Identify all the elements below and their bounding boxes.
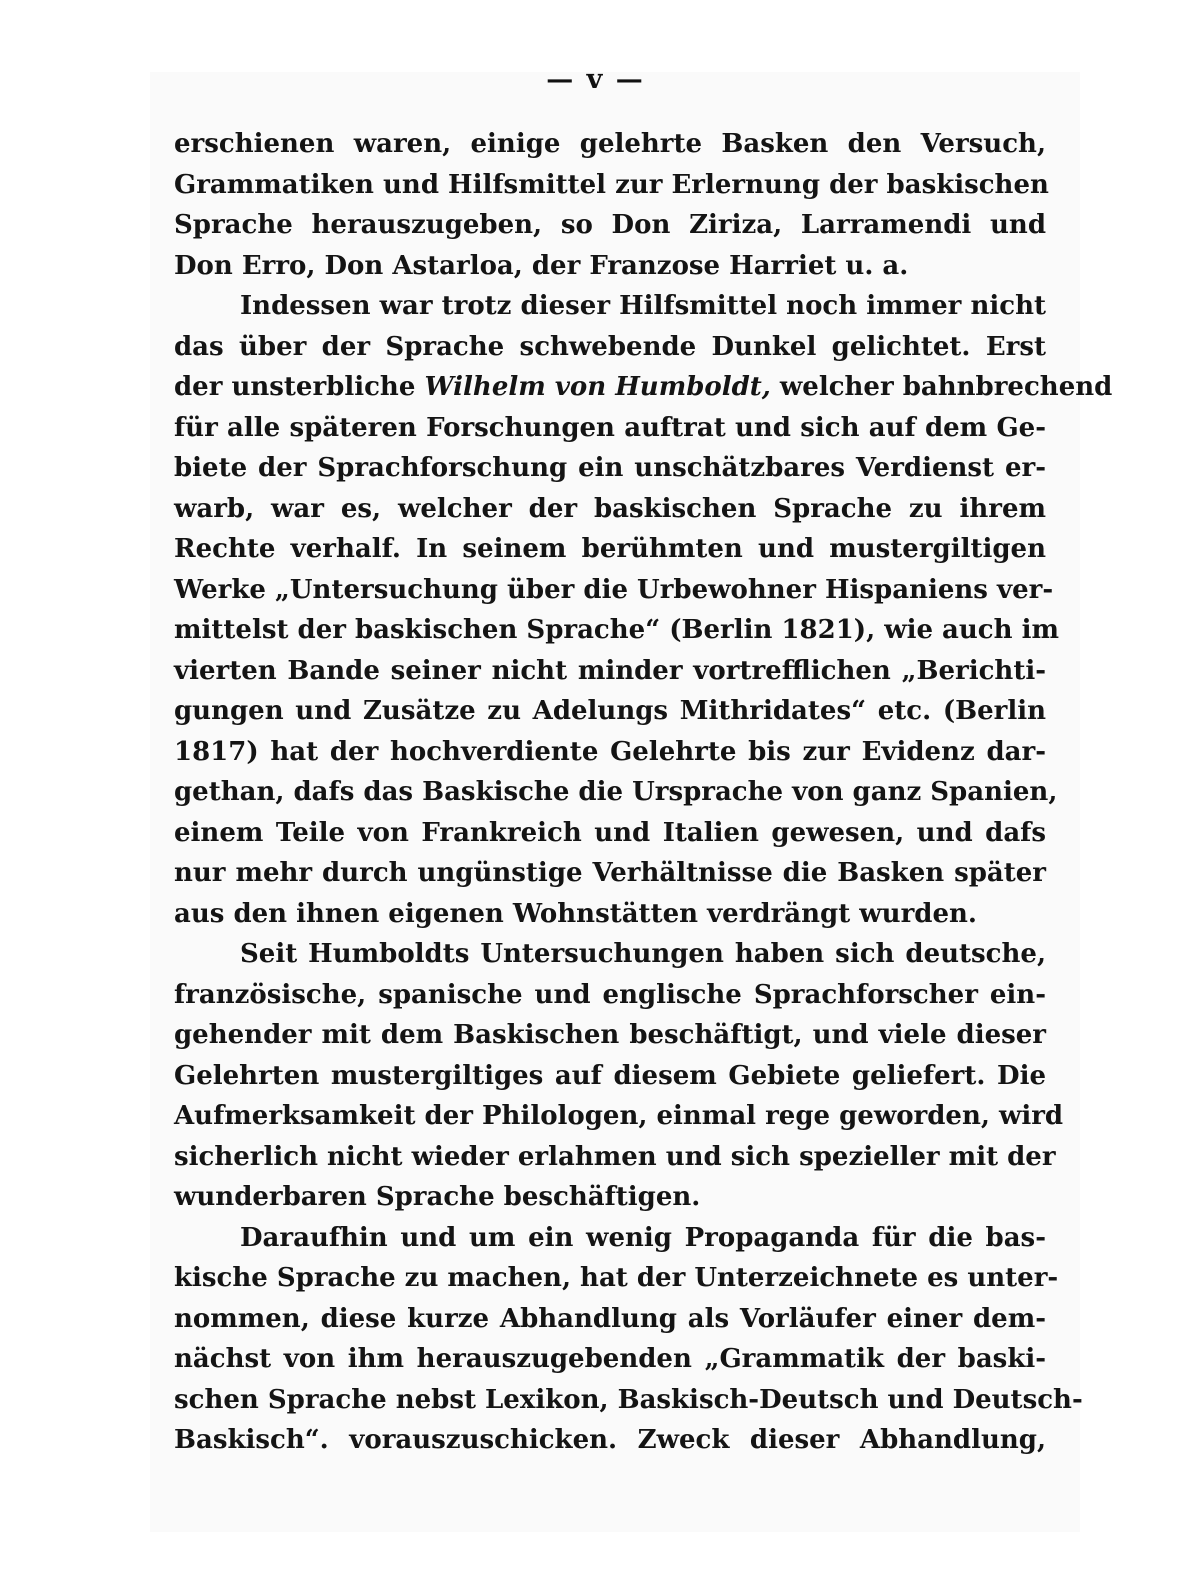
text-line: schen Sprache nebst Lexikon, Baskisch-Deutsch und Deutsch-: [174, 1384, 1083, 1415]
italic-name: Wilhelm von Humboldt,: [424, 372, 771, 402]
text-line: Don Erro, Don Astarloa, der Franzose Harriet u. a.: [174, 250, 909, 281]
text-line: gethan, dafs das Baskische die Ursprache von ganz Spanien,: [174, 777, 1058, 807]
text-line: Werke „Untersuchung über die Urbewohner Hispaniens ver-: [174, 574, 1054, 605]
text-line: gungen und Zusätze zu Adelungs Mithridates“ etc. (Berlin: [174, 696, 1046, 726]
text-line: Indessen war trotz dieser Hilfsmittel noch immer nicht: [240, 291, 1046, 321]
text-line: aus den ihnen eigenen Wohnstätten verdrängt wurden.: [174, 898, 977, 929]
text-line: Aufmerksamkeit der Philologen, einmal rege geworden, wird: [174, 1101, 1064, 1131]
body-text: [174, 124, 1113, 1461]
text-run: der unsterbliche: [174, 372, 425, 402]
text-line: Gelehrten mustergiltiges auf diesem Gebiete geliefert. Die: [174, 1060, 1046, 1091]
text-line: nur mehr durch ungünstige Verhältnisse die Basken später: [174, 858, 1046, 888]
text-line: erschienen waren, einige gelehrte Basken den Versuch,: [174, 129, 1046, 159]
text-line: 1817) hat der hochverdiente Gelehrte bis zur Evidenz dar-: [174, 736, 1046, 767]
text-line: Baskisch“. vorauszuschicken. Zweck dieser Abhandlung,: [174, 1425, 1046, 1455]
page-number: — v —: [546, 64, 645, 95]
text-line: biete der Sprachforschung ein unschätzbares Verdienst er-: [174, 453, 1046, 483]
text-line: wunderbaren Sprache beschäftigen.: [174, 1182, 701, 1212]
text-line: für alle späteren Forschungen auftrat und sich auf dem Ge-: [174, 412, 1046, 443]
text-line: gehender mit dem Baskischen beschäftigt, und viele dieser: [174, 1020, 1046, 1050]
text-line: kische Sprache zu machen, hat der Unterzeichnete es unter-: [174, 1263, 1059, 1293]
text-line: nächst von ihm herauszugebenden „Grammatik der baski-: [174, 1344, 1046, 1374]
text-line: Seit Humboldts Untersuchungen haben sich deutsche,: [240, 939, 1046, 969]
text-line: Rechte verhalf. In seinem berühmten und mustergiltigen: [174, 534, 1046, 564]
text-line: französische, spanische und englische Sprachforscher ein-: [174, 979, 1046, 1010]
text-run: welcher bahnbrechend: [770, 372, 1113, 402]
text-line: einem Teile von Frankreich und Italien gewesen, und dafs: [174, 817, 1046, 848]
text-line: Sprache herauszugeben, so Don Ziriza, Larramendi und: [174, 210, 1046, 240]
text-line: vierten Bande seiner nicht minder vortrefflichen „Berichti-: [174, 655, 1046, 686]
text-line: Daraufhin und um ein wenig Propaganda für die bas-: [240, 1222, 1046, 1253]
text-line: [174, 367, 1113, 408]
text-line: warb, war es, welcher der baskischen Sprache zu ihrem: [174, 493, 1046, 524]
text-line: mittelst der baskischen Sprache“ (Berlin 1821), wie auch im: [174, 615, 1059, 645]
text-line: sicherlich nicht wieder erlahmen und sich spezieller mit der: [174, 1141, 1056, 1172]
text-line: nommen, diese kurze Abhandlung als Vorläufer einer dem-: [174, 1303, 1046, 1334]
text-line: das über der Sprache schwebende Dunkel gelichtet. Erst: [174, 331, 1046, 362]
text-line: Grammatiken und Hilfsmittel zur Erlernung der baskischen: [174, 169, 1049, 200]
